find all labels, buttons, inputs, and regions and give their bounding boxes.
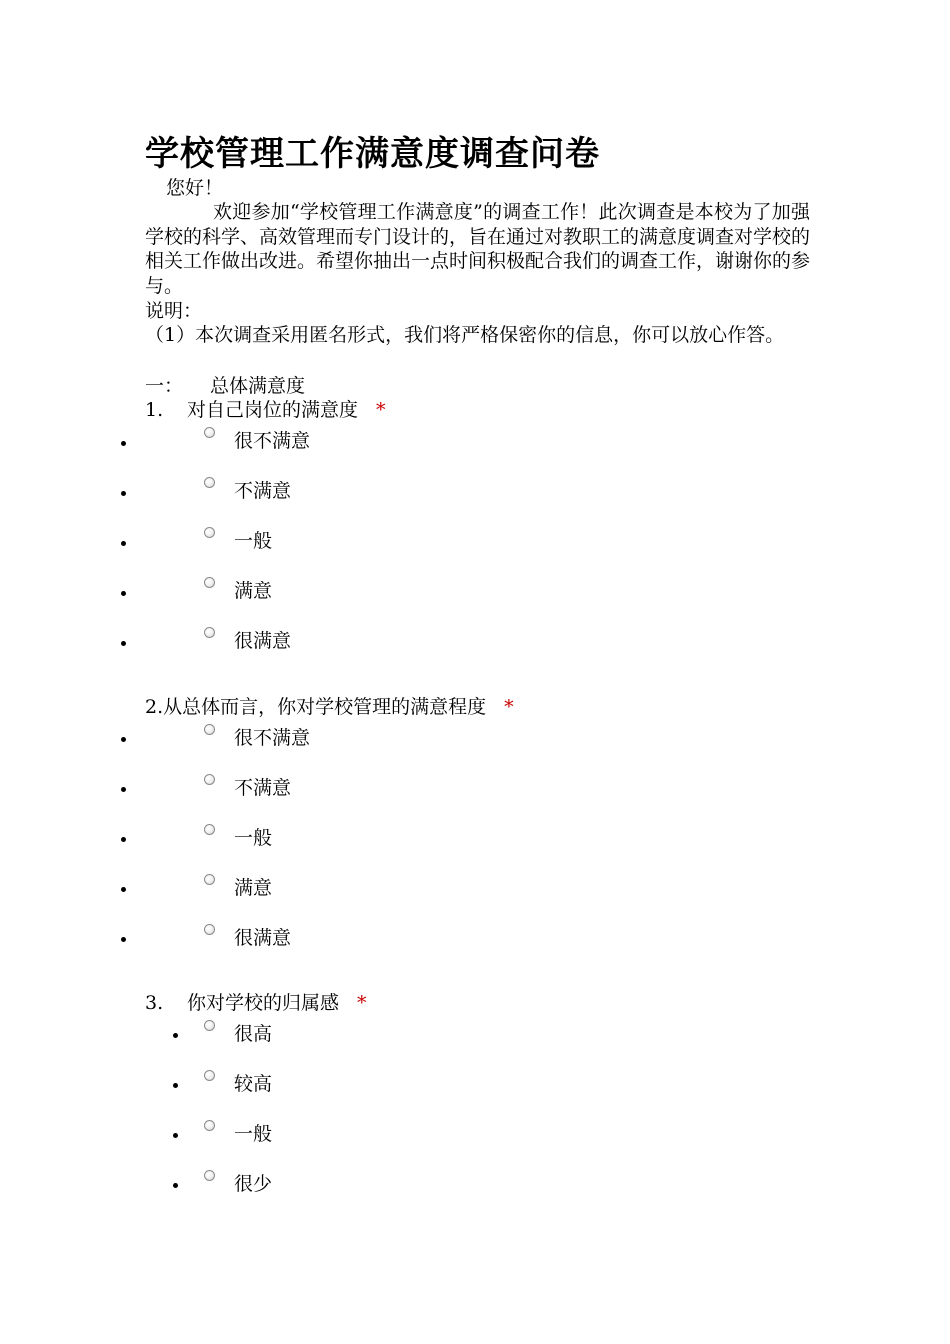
option-label: 很高 <box>234 1023 273 1045</box>
section-title: 总体满意度 <box>210 375 306 397</box>
option-label: 很少 <box>234 1173 273 1195</box>
question-1-text: 对自己岗位的满意度 <box>187 399 359 421</box>
option-label: 很满意 <box>234 927 292 949</box>
question-1 <box>187 398 386 422</box>
intro-paragraph: 欢迎参加“学校管理工作满意度”的调查工作！此次调查是本校为了加强学校的科学、高效管理而专门设计的，旨在通过对教职工的满意度调查对学校的相关工作做出改进。希望你抽出一点时间积极配合我们的调查工作，谢谢你的参与。 <box>145 201 811 297</box>
list-bullet <box>121 837 126 842</box>
option-label: 不满意 <box>234 777 292 799</box>
option-label: 一般 <box>234 827 273 849</box>
option-label: 很不满意 <box>234 727 311 749</box>
radio-button[interactable] <box>204 924 215 935</box>
section-number: 一： <box>145 375 184 397</box>
radio-button[interactable] <box>204 724 215 735</box>
list-bullet <box>121 441 126 446</box>
required-mark: * <box>376 399 386 421</box>
option-label: 不满意 <box>234 480 292 502</box>
list-bullet <box>173 1133 178 1138</box>
list-bullet <box>121 737 126 742</box>
radio-button[interactable] <box>204 874 215 885</box>
list-bullet <box>121 787 126 792</box>
note-label: 说明： <box>145 300 203 322</box>
radio-button[interactable] <box>204 577 215 588</box>
required-mark: * <box>357 992 367 1014</box>
option-label: 满意 <box>234 877 273 899</box>
list-bullet <box>121 937 126 942</box>
option-label: 满意 <box>234 580 273 602</box>
option-label: 很不满意 <box>234 430 311 452</box>
list-bullet <box>121 591 126 596</box>
list-bullet <box>173 1183 178 1188</box>
list-bullet <box>121 887 126 892</box>
list-bullet <box>121 491 126 496</box>
list-bullet <box>173 1083 178 1088</box>
option-label: 很满意 <box>234 630 292 652</box>
radio-button[interactable] <box>204 627 215 638</box>
greeting: 您好！ <box>166 177 224 199</box>
option-label: 较高 <box>234 1073 273 1095</box>
list-bullet <box>121 541 126 546</box>
list-bullet <box>173 1033 178 1038</box>
list-bullet <box>121 641 126 646</box>
radio-button[interactable] <box>204 527 215 538</box>
question-2-text: 从总体而言，你对学校管理的满意程度 <box>163 696 487 718</box>
note-text: （1）本次调查采用匿名形式，我们将严格保密你的信息，你可以放心作答。 <box>145 324 785 346</box>
required-mark: * <box>504 696 514 718</box>
radio-button[interactable] <box>204 774 215 785</box>
radio-button[interactable] <box>204 427 215 438</box>
option-label: 一般 <box>234 1123 273 1145</box>
radio-button[interactable] <box>204 477 215 488</box>
question-3 <box>187 991 367 1015</box>
question-1-number: 1. <box>145 399 164 421</box>
question-2-number: 2. <box>145 696 164 718</box>
question-2 <box>145 695 514 719</box>
radio-button[interactable] <box>204 1170 215 1181</box>
radio-button[interactable] <box>204 1120 215 1131</box>
page-title: 学校管理工作满意度调查问卷 <box>145 134 600 174</box>
question-3-text: 你对学校的归属感 <box>187 992 340 1014</box>
option-label: 一般 <box>234 530 273 552</box>
radio-button[interactable] <box>204 1070 215 1081</box>
radio-button[interactable] <box>204 1020 215 1031</box>
question-3-number: 3. <box>145 992 164 1014</box>
radio-button[interactable] <box>204 824 215 835</box>
